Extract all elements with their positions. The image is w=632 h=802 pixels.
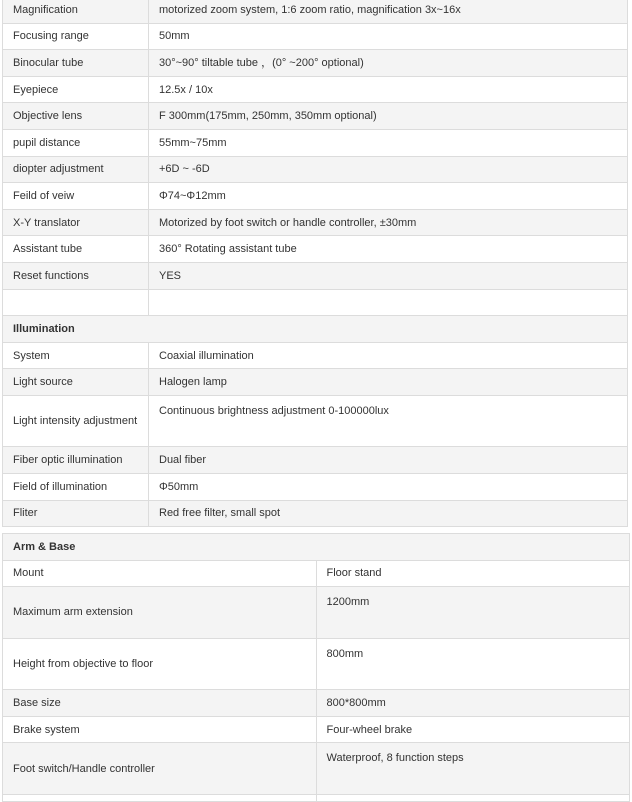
table-row bbox=[3, 395, 628, 447]
row-value: Floor stand bbox=[316, 560, 630, 587]
table-row bbox=[3, 156, 628, 183]
row-label: Light intensity adjustment bbox=[3, 395, 149, 447]
row-value: Four-wheel brake bbox=[316, 716, 630, 743]
row-value: Halogen lamp bbox=[149, 369, 628, 396]
arm-base-spec-table bbox=[2, 533, 630, 802]
row-value: 360° Rotating assistant tube bbox=[149, 236, 628, 263]
section-title: Illumination bbox=[3, 316, 628, 343]
row-label: Fliter bbox=[3, 500, 149, 527]
table-row bbox=[3, 587, 630, 639]
row-value: 55mm~75mm bbox=[149, 129, 628, 156]
table-row bbox=[3, 369, 628, 396]
optics-spec-table bbox=[2, 0, 628, 527]
table-row bbox=[3, 23, 628, 50]
table-row bbox=[3, 342, 628, 369]
table-row bbox=[3, 103, 628, 130]
row-value: 800*800mm bbox=[316, 690, 630, 717]
row-value: Motorized by foot switch or handle controller, ±30mm bbox=[149, 209, 628, 236]
row-label: Feild of veiw bbox=[3, 183, 149, 210]
table-row bbox=[3, 209, 628, 236]
partial-row bbox=[3, 794, 630, 801]
row-label: Mount bbox=[3, 560, 317, 587]
table-row bbox=[3, 50, 628, 77]
row-value: +6D ~ -6D bbox=[149, 156, 628, 183]
table-row bbox=[3, 716, 630, 743]
table-row bbox=[3, 560, 630, 587]
section-title: Arm & Base bbox=[3, 534, 630, 561]
row-label: Eyepiece bbox=[3, 76, 149, 103]
row-label: Brake system bbox=[3, 716, 317, 743]
table-row bbox=[3, 129, 628, 156]
row-label: Maximum arm extension bbox=[3, 587, 317, 639]
table-row bbox=[3, 500, 628, 527]
row-label: Binocular tube bbox=[3, 50, 149, 77]
table-row bbox=[3, 262, 628, 289]
table-row bbox=[3, 447, 628, 474]
row-value: F 300mm(175mm, 250mm, 350mm optional) bbox=[149, 103, 628, 130]
table-row bbox=[3, 743, 630, 795]
row-value: 12.5x / 10x bbox=[149, 76, 628, 103]
row-label: Reset functions bbox=[3, 262, 149, 289]
table-row bbox=[3, 183, 628, 210]
row-label: Objective lens bbox=[3, 103, 149, 130]
row-label: diopter adjustment bbox=[3, 156, 149, 183]
row-value: YES bbox=[149, 262, 628, 289]
row-label: Foot switch/Handle controller bbox=[3, 743, 317, 795]
table-row bbox=[3, 638, 630, 690]
row-label: Assistant tube bbox=[3, 236, 149, 263]
section-heading-illumination bbox=[3, 316, 628, 343]
row-value: 30°~90° tiltable tube ，(0° ~200° optional) bbox=[149, 50, 628, 77]
row-value: Continuous brightness adjustment 0-100000lux bbox=[149, 395, 628, 447]
row-value: Φ50mm bbox=[149, 474, 628, 501]
row-label: Height from objective to floor bbox=[3, 638, 317, 690]
table-row bbox=[3, 474, 628, 501]
row-value: 50mm bbox=[149, 23, 628, 50]
row-value: Red free filter, small spot bbox=[149, 500, 628, 527]
row-value: motorized zoom system, 1:6 zoom ratio, magnification 3x~16x bbox=[149, 0, 628, 23]
row-value: Coaxial illumination bbox=[149, 342, 628, 369]
row-label: Focusing range bbox=[3, 23, 149, 50]
table-row bbox=[3, 76, 628, 103]
row-value: 1200mm bbox=[316, 587, 630, 639]
row-value: Φ74~Φ12mm bbox=[149, 183, 628, 210]
row-label: Magnification bbox=[3, 0, 149, 23]
row-label: Field of illumination bbox=[3, 474, 149, 501]
row-label: X-Y translator bbox=[3, 209, 149, 236]
table-row bbox=[3, 236, 628, 263]
row-label: System bbox=[3, 342, 149, 369]
row-label: Light source bbox=[3, 369, 149, 396]
table-row bbox=[3, 0, 628, 23]
row-value: Waterproof, 8 function steps bbox=[316, 743, 630, 795]
row-value: 800mm bbox=[316, 638, 630, 690]
section-heading-arm-base bbox=[3, 534, 630, 561]
row-label: Fiber optic illumination bbox=[3, 447, 149, 474]
empty-row bbox=[3, 289, 628, 316]
row-label: pupil distance bbox=[3, 129, 149, 156]
table-row bbox=[3, 690, 630, 717]
row-label: Base size bbox=[3, 690, 317, 717]
row-value: Dual fiber bbox=[149, 447, 628, 474]
